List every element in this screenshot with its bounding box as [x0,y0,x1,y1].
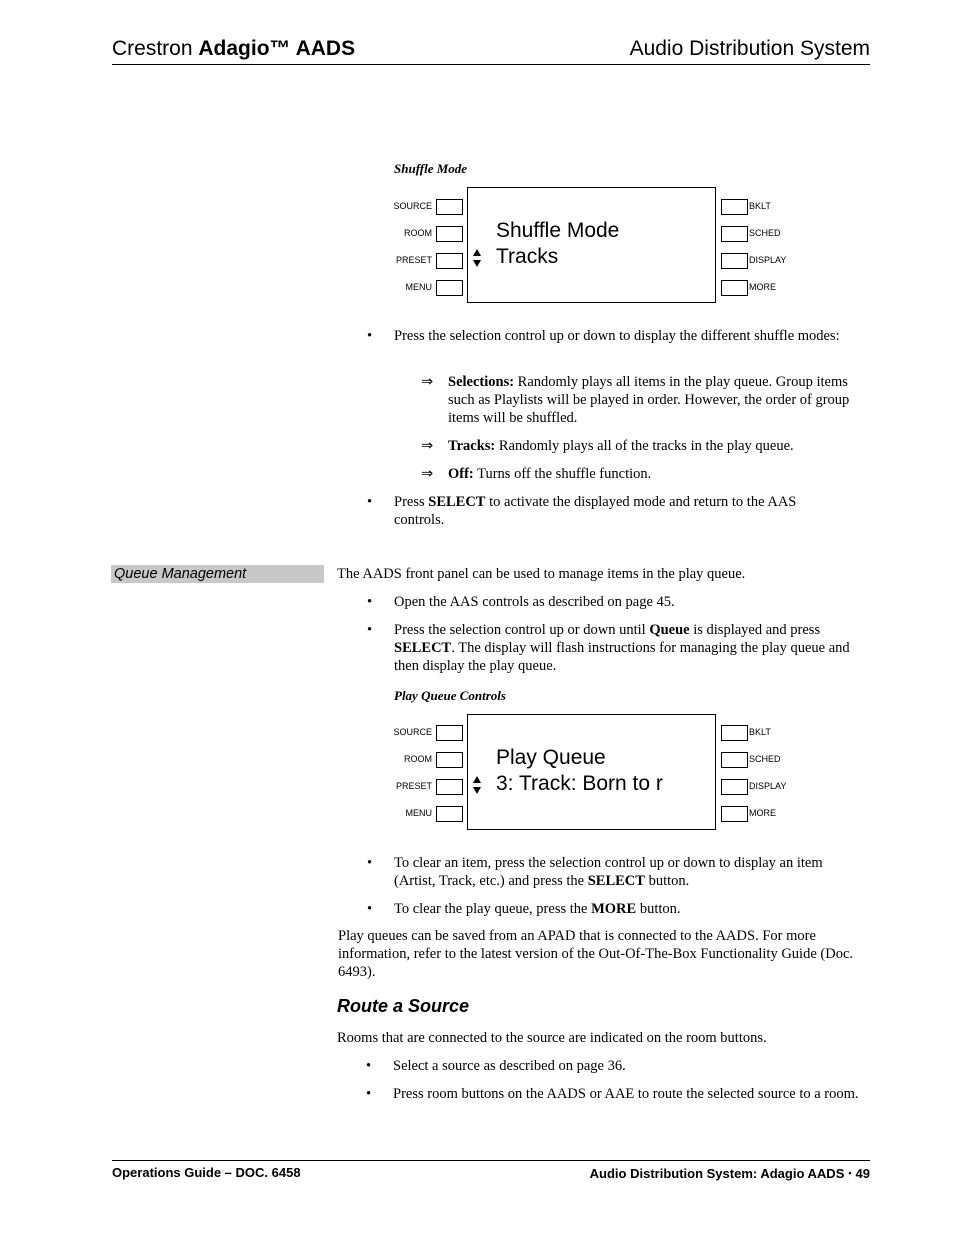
panel-label-display: DISPLAY [749,781,787,791]
panel-label-source: SOURCE [393,201,432,211]
arrow-icon: ⇒ [421,374,434,390]
footer-doc: Operations Guide – DOC. 6458 [112,1165,301,1180]
lcd-line-1: Shuffle Mode [496,219,620,242]
text-run: to activate the displayed mode and return to the AAS controls. [394,494,797,528]
option-selections [448,373,868,427]
front-panel-shuffle [394,187,874,305]
route-intro: Rooms that are connected to the source are indicated on the room buttons. [337,1030,767,1046]
panel-label-source: SOURCE [393,727,432,737]
header-product-name: Adagio™ AADS [198,37,356,60]
keyword: SELECT [428,494,486,510]
bullet-text [394,493,844,529]
section-heading-route-source: Route a Source [337,996,470,1016]
option-desc: Randomly plays all of the tracks in the play queue. [495,438,794,454]
keyword: SELECT [587,873,645,889]
panel-button-sched [721,226,748,242]
panel-button-menu [436,806,463,822]
arrow-icon: ⇒ [421,438,434,454]
option-tracks [448,437,868,455]
text-run: Press [394,494,429,510]
header-product [112,37,356,60]
panel-button-bklt [721,725,748,741]
text-run: To clear the play queue, press the [394,901,592,917]
lcd-line-2: 3: Track: Born to r [496,772,663,795]
panel-label-room: ROOM [404,754,432,764]
text-run: . The display will flash instructions for managing the play queue and then display the play queue. [394,640,850,674]
text-run: button. [636,901,681,917]
sidebar-heading-queue: Queue Management [111,565,324,583]
up-down-arrows-icon [472,249,482,267]
panel-button-source [436,199,463,215]
bullet-icon: • [366,1086,372,1102]
panel-label-bklt: BKLT [749,201,771,211]
panel-button-sched [721,752,748,768]
header-brand: Crestron [112,37,193,60]
panel-button-preset [436,779,463,795]
panel-button-bklt [721,199,748,215]
bullet-text: Press room buttons on the AADS or AAE to route the selected source to a room. [393,1086,859,1102]
option-off [448,465,868,483]
bullet-text [394,621,864,675]
panel-button-preset [436,253,463,269]
panel-button-menu [436,280,463,296]
page-footer [112,1160,870,1181]
header-title: Audio Distribution System [629,37,870,60]
keyword: Queue [649,622,690,638]
option-term: Tracks: [448,438,496,454]
bullet-icon: • [367,494,373,510]
panel-label-display: DISPLAY [749,255,787,265]
bullet-icon: • [367,622,373,638]
panel-button-more [721,806,748,822]
lcd-screen [467,714,716,830]
option-term: Selections: [448,374,515,390]
option-term: Off: [448,466,474,482]
option-desc: Randomly plays all items in the play queue. Group items such as Playlists will be played in order. However, the order of group items will be shuffled. [448,374,850,426]
keyword: SELECT [394,640,452,656]
bullet-text: Open the AAS controls as described on page 45. [394,594,675,610]
text-run: To clear an item, press the selection control up or down to display an item (Artist, Track, etc.) and press the [394,855,823,889]
panel-label-bklt: BKLT [749,727,771,737]
bullet-icon: • [366,1058,372,1074]
front-panel-play-queue [394,714,874,832]
text-run: is displayed and press [689,622,821,638]
bullet-text: Press the selection control up or down to display the different shuffle modes: [394,328,840,344]
keyword: MORE [591,901,637,917]
bullet-icon: • [367,594,373,610]
play-queue-paragraph: Play queues can be saved from an APAD that is connected to the AADS. For more information, refer to the latest version of the Out-Of-The-Box Functionality Guide (Doc. 6493). [338,928,854,980]
panel-label-more: MORE [749,282,776,292]
bullet-text [394,854,864,890]
text-run: Press the selection control up or down until [394,622,650,638]
panel-button-room [436,752,463,768]
panel-label-more: MORE [749,808,776,818]
panel-label-preset: PRESET [395,781,432,791]
bullet-icon: • [367,328,373,344]
option-desc: Turns off the shuffle function. [473,466,652,482]
page-header [112,38,870,65]
panel-label-menu: MENU [405,808,432,818]
footer-separator: • [848,1168,852,1178]
arrow-icon: ⇒ [421,466,434,482]
panel-label-room: ROOM [404,228,432,238]
lcd-line-2: Tracks [496,245,559,268]
panel-button-more [721,280,748,296]
panel-button-display [721,779,748,795]
bullet-text [394,900,864,918]
panel-button-display [721,253,748,269]
panel-label-preset: PRESET [395,255,432,265]
panel-label-sched: SCHED [749,754,781,764]
up-down-arrows-icon [472,776,482,794]
figure-caption-play-queue: Play Queue Controls [394,688,506,703]
bullet-text: Select a source as described on page 36. [393,1058,626,1074]
page-number: 49 [855,1166,870,1181]
footer-right [590,1164,870,1183]
lcd-screen [467,187,716,303]
bullet-icon: • [367,855,373,871]
panel-button-room [436,226,463,242]
figure-caption-shuffle: Shuffle Mode [394,161,468,176]
footer-title: Audio Distribution System: Adagio AADS [589,1166,845,1181]
panel-label-sched: SCHED [749,228,781,238]
panel-button-source [436,725,463,741]
bullet-icon: • [367,901,373,917]
text-run: button. [644,873,690,889]
queue-intro: The AADS front panel can be used to manage items in the play queue. [337,566,746,582]
lcd-line-1: Play Queue [496,746,606,769]
panel-label-menu: MENU [405,282,432,292]
